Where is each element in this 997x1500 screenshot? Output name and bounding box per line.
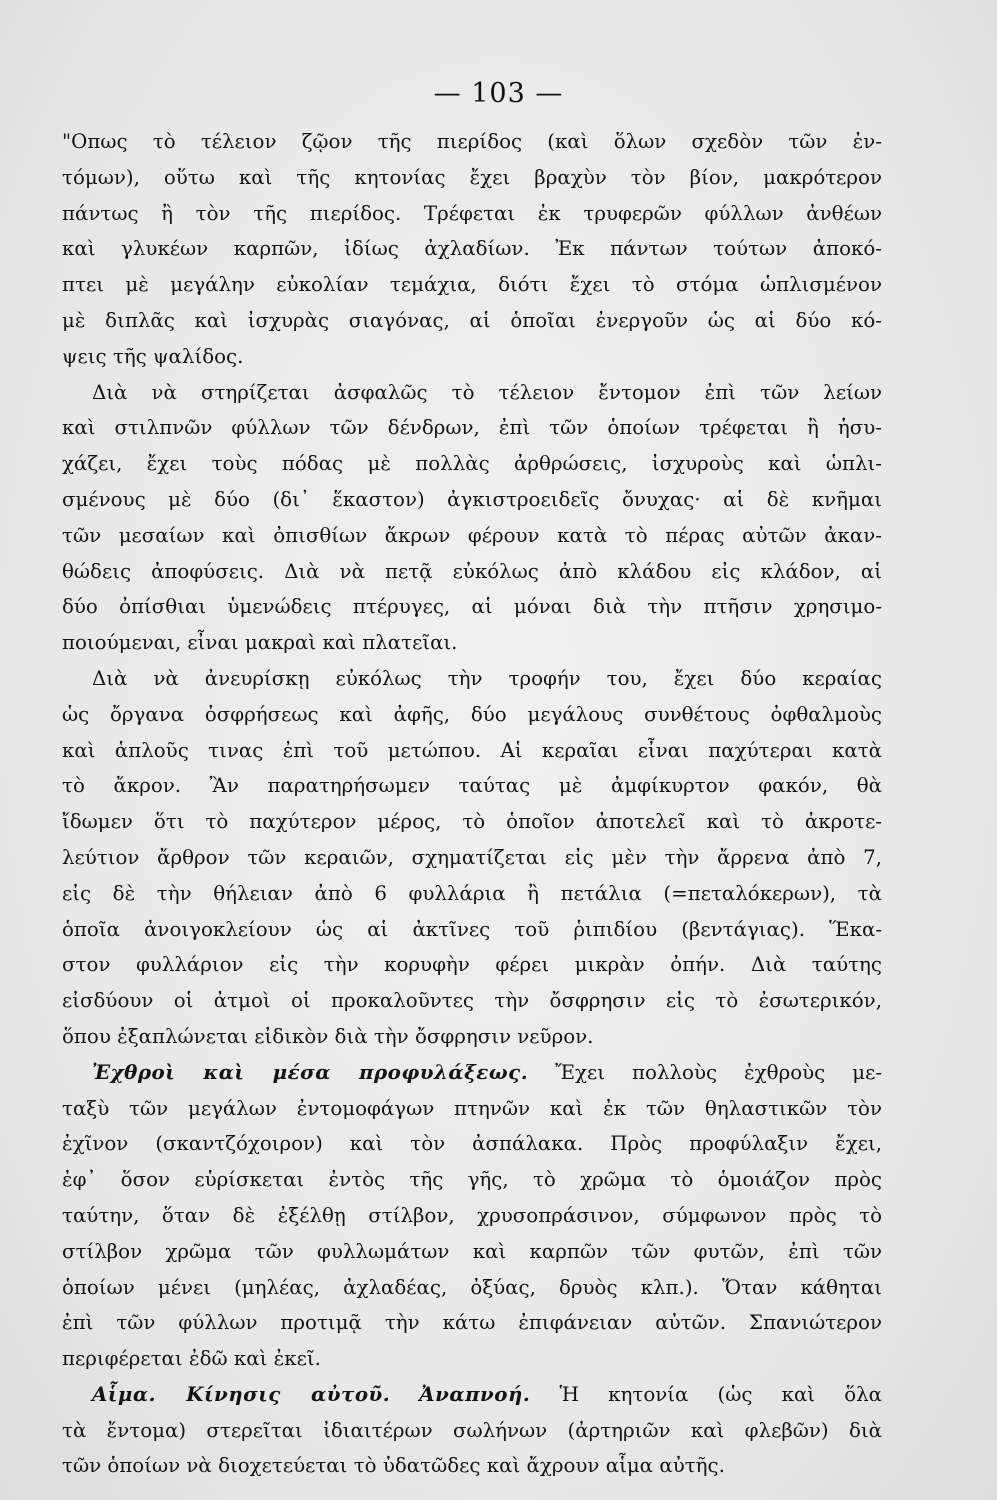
text-line	[62, 661, 882, 697]
text-run: χάζει, ἔχει τοὺς πόδας μὲ πολλὰς ἀρθρώσεις, ἰσχυροὺς καὶ ὡπλι-	[62, 452, 882, 476]
text-line	[62, 804, 882, 840]
text-line	[62, 375, 882, 411]
text-run: εἰς δὲ τὴν θήλειαν ἀπὸ 6 φυλλάρια ἢ πετάλια (=πεταλόκερων), τὰ	[62, 881, 882, 905]
text-line	[62, 625, 882, 661]
text-run: ψεις τῆς ψαλίδος.	[62, 344, 244, 368]
text-line	[62, 339, 882, 375]
text-line	[62, 983, 882, 1019]
text-run: ἐπὶ τῶν φύλλων προτιμᾷ τὴν κάτω ἐπιφάνειαν αὐτῶν. Σπανιώτερον	[62, 1311, 882, 1335]
text-line	[62, 1126, 882, 1162]
text-run: στον φυλλάριον εἰς τὴν κορυφὴν φέρει μικρὰν ὀπήν. Διὰ ταύτης	[62, 953, 882, 977]
text-line	[62, 1091, 882, 1127]
text-line	[62, 1305, 882, 1341]
text-run: περιφέρεται ἐδῶ καὶ ἐκεῖ.	[62, 1347, 321, 1371]
text-run: ταύτην, ὅταν δὲ ἐξέλθῃ στίλβον, χρυσοπράσινον, σύμφωνον πρὸς τὸ	[62, 1203, 882, 1227]
text-run: τὰ ἔντομα) στερεῖται ἰδιαιτέρων σωλήνων (ἀρτηριῶν καὶ φλεβῶν) διὰ	[62, 1418, 882, 1442]
text-run: θώδεις ἀποφύσεις. Διὰ νὰ πετᾷ εὐκόλως ἀπὸ κλάδου εἰς κλάδον, αἱ	[62, 559, 882, 583]
text-run: ἐχῖνον (σκαντζόχοιρον) καὶ τὸν ἀσπάλακα. Πρὸς προφύλαξιν ἔχει,	[62, 1132, 882, 1156]
text-run: πτει μὲ μεγάλην εὐκολίαν τεμάχια, διότι ἔχει τὸ στόμα ὡπλισμένον	[62, 273, 882, 297]
text-line	[62, 267, 882, 303]
text-run: στίλβον χρῶμα τῶν φυλλωμάτων καὶ καρπῶν τῶν φυτῶν, ἐπὶ τῶν	[62, 1239, 882, 1263]
text-line	[62, 1162, 882, 1198]
text-line	[62, 554, 882, 590]
text-run: μὲ διπλᾶς καὶ ἰσχυρὰς σιαγόνας, αἱ ὁποῖαι ἐνεργοῦν ὡς αἱ δύο κό-	[62, 308, 882, 332]
page-number: — 103 —	[433, 78, 564, 109]
text-line	[62, 1377, 882, 1413]
text-line	[62, 912, 882, 948]
text-run: ὅπου ἐξαπλώνεται εἰδικὸν διὰ τὴν ὄσφρησιν νεῦρον.	[62, 1024, 594, 1048]
text-line	[62, 160, 882, 196]
text-line	[62, 947, 882, 983]
text-line	[62, 876, 882, 912]
text-run: Διὰ νὰ ἀνευρίσκῃ εὐκόλως τὴν τροφήν του, ἔχει δύο κεραίας	[92, 666, 882, 690]
heading-run: Αἷμα. Κίνησις αὐτοῦ.	[92, 1381, 391, 1406]
text-line	[62, 196, 882, 232]
text-line	[62, 589, 882, 625]
text-line	[62, 446, 882, 482]
text-run	[390, 1383, 419, 1406]
text-run: σμένους μὲ δύο (δι᾽ ἕκαστον) ἀγκιστροειδεῖς ὄνυχας· αἱ δὲ κνῆμαι	[62, 487, 882, 511]
text-run: καὶ γλυκέων καρπῶν, ἰδίως ἀχλαδίων. Ἐκ πάντων τούτων ἀποκό-	[62, 237, 882, 261]
text-line	[62, 124, 882, 160]
text-line	[62, 303, 882, 339]
text-run: ἐφ᾽ ὅσον εὑρίσκεται ἐντὸς τῆς γῆς, τὸ χρῶμα τὸ ὁμοιάζον πρὸς	[62, 1168, 882, 1192]
text-run: καὶ στιλπνῶν φύλλων τῶν δένδρων, ἐπὶ τῶν ὁποίων τρέφεται ἢ ἡσυ-	[62, 416, 882, 440]
text-line	[62, 1234, 882, 1270]
heading-run: Ἀναπνοή.	[419, 1381, 531, 1406]
text-line	[62, 1055, 882, 1091]
text-run: καὶ ἁπλοῦς τινας ἐπὶ τοῦ μετώπου. Αἱ κεραῖαι εἶναι παχύτεραι κατὰ	[62, 738, 882, 762]
heading-run: Ἐχθροὶ καὶ μέσα προφυλάξεως.	[92, 1059, 529, 1084]
text-run: δύο ὀπίσθιαι ὑμενώδεις πτέρυγες, αἱ μόναι διὰ τὴν πτῆσιν χρησιμο-	[62, 595, 882, 619]
text-run: τόμων), οὕτω καὶ τῆς κητονίας ἔχει βραχὺν τὸν βίον, μακρότερον	[62, 165, 882, 189]
text-line	[62, 410, 882, 446]
text-line	[62, 1198, 882, 1234]
text-run: τὸ ἄκρον. Ἂν παρατηρήσωμεν ταύτας μὲ ἀμφίκυρτον φακόν, θὰ	[62, 774, 882, 798]
text-line	[62, 231, 882, 267]
text-line	[62, 1270, 882, 1306]
text-run: Ἡ κητονία (ὡς καὶ ὅλα	[530, 1382, 882, 1406]
body-text	[62, 124, 882, 1484]
text-run: τῶν ὁποίων νὰ διοχετεύεται τὸ ὑδατῶδες καὶ ἄχρουν αἷμα αὐτῆς.	[62, 1454, 725, 1478]
text-line	[62, 482, 882, 518]
text-run: ἴδωμεν ὅτι τὸ παχύτερον μέρος, τὸ ὁποῖον ἀποτελεῖ καὶ τὸ ἀκροτε-	[62, 810, 882, 834]
text-run: ὡς ὄργανα ὀσφρήσεως καὶ ἀφῆς, δύο μεγάλους συνθέτους ὀφθαλμοὺς	[62, 702, 882, 726]
text-line	[62, 1448, 882, 1484]
text-line	[62, 1341, 882, 1377]
text-line	[62, 768, 882, 804]
text-run: πάντως ἢ τὸν τῆς πιερίδος. Τρέφεται ἐκ τρυφερῶν φύλλων ἀνθέων	[62, 201, 882, 225]
text-line	[62, 1413, 882, 1449]
text-line	[62, 1019, 882, 1055]
text-line	[62, 840, 882, 876]
text-line	[62, 697, 882, 733]
text-run: Ἔχει πολλοὺς ἐχθροὺς με-	[528, 1060, 883, 1084]
text-run: ὁποῖα ἀνοιγοκλείουν ὡς αἱ ἀκτῖνες τοῦ ῥιπιδίου (βεντάγιας). Ἕκα-	[62, 917, 882, 941]
text-run: "Οπως τὸ τέλειον ζῷον τῆς πιερίδος (καὶ ὅλων σχεδὸν τῶν ἐν-	[62, 130, 882, 153]
text-run: Διὰ νὰ στηρίζεται ἀσφαλῶς τὸ τέλειον ἔντομον ἐπὶ τῶν λείων	[92, 380, 882, 404]
text-run: λεύτιον ἄρθρον τῶν κεραιῶν, σχηματίζεται εἰς μὲν τὴν ἄρρενα ἀπὸ 7,	[62, 845, 882, 869]
text-run: τῶν μεσαίων καὶ ὀπισθίων ἄκρων φέρουν κατὰ τὸ πέρας αὐτῶν ἀκαν-	[62, 523, 882, 547]
text-line	[62, 733, 882, 769]
text-run: εἰσδύουν οἱ ἀτμοὶ οἱ προκαλοῦντες τὴν ὄσφρησιν εἰς τὸ ἐσωτερικόν,	[62, 989, 882, 1013]
text-run: ταξὺ τῶν μεγάλων ἐντομοφάγων πτηνῶν καὶ ἐκ τῶν θηλαστικῶν τὸν	[62, 1096, 882, 1120]
text-run: ποιούμεναι, εἶναι μακραὶ καὶ πλατεῖαι.	[62, 631, 458, 655]
text-run: ὁποίων μένει (μηλέας, ἀχλαδέας, ὀξύας, δρυὸς κλπ.). Ὅταν κάθηται	[62, 1275, 882, 1299]
text-line	[62, 518, 882, 554]
